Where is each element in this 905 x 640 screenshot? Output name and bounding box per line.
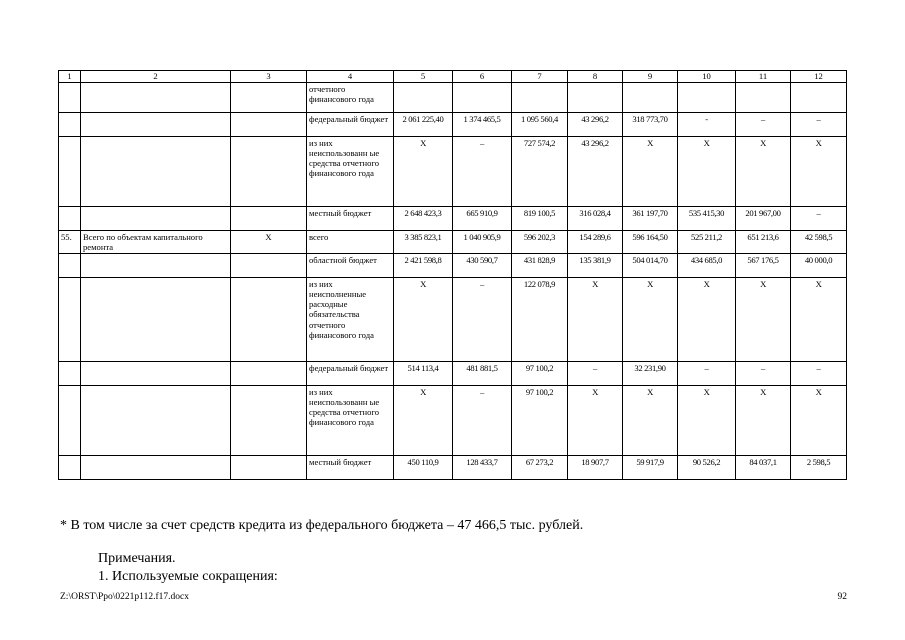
value-cell-col-11: 651 213,6 xyxy=(736,231,791,254)
value-cell-col-9: X xyxy=(623,278,678,362)
value-cell-col-5: 3 385 823,1 xyxy=(394,231,453,254)
table-row xyxy=(59,207,847,231)
value-cell-col-9 xyxy=(623,83,678,113)
row-number-cell xyxy=(59,207,81,231)
row-number-cell xyxy=(59,362,81,386)
value-cell-col-9: 318 773,70 xyxy=(623,113,678,137)
value-cell-col-10: X xyxy=(678,386,736,456)
value-cell-col-12 xyxy=(791,83,847,113)
object-name-cell xyxy=(81,83,231,113)
column-3-cell xyxy=(231,362,307,386)
object-name-cell xyxy=(81,278,231,362)
value-cell-col-6: 1 374 465,5 xyxy=(453,113,512,137)
value-cell-col-6: – xyxy=(453,386,512,456)
table-row xyxy=(59,362,847,386)
funding-source-cell: из них неиспользованн ые средства отчетного финансового года xyxy=(307,386,394,456)
value-cell-col-6: 430 590,7 xyxy=(453,254,512,278)
value-cell-col-10: X xyxy=(678,137,736,207)
value-cell-col-5: 2 421 598,8 xyxy=(394,254,453,278)
object-name-cell xyxy=(81,362,231,386)
value-cell-col-7: 1 095 560,4 xyxy=(512,113,568,137)
value-cell-col-12: – xyxy=(791,362,847,386)
funding-source-cell: из них неиспользованн ые средства отчетного финансового года xyxy=(307,137,394,207)
row-number-cell xyxy=(59,386,81,456)
value-cell-col-10: 525 211,2 xyxy=(678,231,736,254)
row-number-cell xyxy=(59,278,81,362)
notes-item-1: 1. Используемые сокращения: xyxy=(98,569,278,584)
header-cell-12: 12 xyxy=(791,71,847,83)
value-cell-col-9: X xyxy=(623,386,678,456)
column-3-cell xyxy=(231,137,307,207)
value-cell-col-10: - xyxy=(678,113,736,137)
value-cell-col-7: 122 078,9 xyxy=(512,278,568,362)
value-cell-col-6: – xyxy=(453,137,512,207)
footnote: * В том числе за счет средств кредита из федерального бюджета – 47 466,5 тыс. рублей. xyxy=(60,518,584,533)
header-cell-4: 4 xyxy=(307,71,394,83)
header-cell-10: 10 xyxy=(678,71,736,83)
value-cell-col-12: X xyxy=(791,137,847,207)
header-cell-9: 9 xyxy=(623,71,678,83)
value-cell-col-11: X xyxy=(736,137,791,207)
value-cell-col-10: 535 415,30 xyxy=(678,207,736,231)
column-3-cell xyxy=(231,386,307,456)
row-number-cell: 55. xyxy=(59,231,81,254)
value-cell-col-9: 32 231,90 xyxy=(623,362,678,386)
value-cell-col-12: – xyxy=(791,207,847,231)
value-cell-col-7: 596 202,3 xyxy=(512,231,568,254)
value-cell-col-11: 84 037,1 xyxy=(736,456,791,480)
table-row xyxy=(59,113,847,137)
funding-source-cell: областной бюджет xyxy=(307,254,394,278)
object-name-cell xyxy=(81,456,231,480)
value-cell-col-10: 434 685,0 xyxy=(678,254,736,278)
table-row xyxy=(59,231,847,254)
value-cell-col-6: 128 433,7 xyxy=(453,456,512,480)
value-cell-col-12: 2 598,5 xyxy=(791,456,847,480)
value-cell-col-10: 90 526,2 xyxy=(678,456,736,480)
value-cell-col-8: 43 296,2 xyxy=(568,113,623,137)
row-number-cell xyxy=(59,254,81,278)
value-cell-col-12: X xyxy=(791,386,847,456)
value-cell-col-8: 135 381,9 xyxy=(568,254,623,278)
row-number-cell xyxy=(59,113,81,137)
header-cell-2: 2 xyxy=(81,71,231,83)
funding-source-cell: федеральный бюджет xyxy=(307,113,394,137)
value-cell-col-11: 201 967,00 xyxy=(736,207,791,231)
object-name-cell xyxy=(81,113,231,137)
object-name-cell xyxy=(81,386,231,456)
value-cell-col-6: 665 910,9 xyxy=(453,207,512,231)
value-cell-col-12: 40 000,0 xyxy=(791,254,847,278)
value-cell-col-5: 450 110,9 xyxy=(394,456,453,480)
value-cell-col-11: 567 176,5 xyxy=(736,254,791,278)
value-cell-col-7: 819 100,5 xyxy=(512,207,568,231)
value-cell-col-11: – xyxy=(736,113,791,137)
header-cell-11: 11 xyxy=(736,71,791,83)
object-name-cell: Всего по объектам капитального ремонта xyxy=(81,231,231,254)
value-cell-col-10: – xyxy=(678,362,736,386)
value-cell-col-8: 154 289,6 xyxy=(568,231,623,254)
row-number-cell xyxy=(59,456,81,480)
object-name-cell xyxy=(81,207,231,231)
value-cell-col-8: X xyxy=(568,386,623,456)
object-name-cell xyxy=(81,254,231,278)
value-cell-col-5: X xyxy=(394,137,453,207)
value-cell-col-5: 514 113,4 xyxy=(394,362,453,386)
value-cell-col-11: – xyxy=(736,362,791,386)
value-cell-col-5: X xyxy=(394,278,453,362)
table-row xyxy=(59,278,847,362)
value-cell-col-7: 97 100,2 xyxy=(512,386,568,456)
funding-source-cell: федеральный бюджет xyxy=(307,362,394,386)
funding-source-cell: всего xyxy=(307,231,394,254)
value-cell-col-7: 97 100,2 xyxy=(512,362,568,386)
footer-file-path: Z:\ORST\Ppo\0221p112.f17.docx xyxy=(60,592,189,602)
column-3-cell xyxy=(231,113,307,137)
notes-title: Примечания. xyxy=(98,551,176,566)
table-row xyxy=(59,456,847,480)
value-cell-col-5 xyxy=(394,83,453,113)
value-cell-col-11: X xyxy=(736,278,791,362)
funding-source-cell: местный бюджет xyxy=(307,207,394,231)
budget-table xyxy=(58,70,847,480)
value-cell-col-9: 361 197,70 xyxy=(623,207,678,231)
value-cell-col-5: X xyxy=(394,386,453,456)
value-cell-col-12: – xyxy=(791,113,847,137)
object-name-cell xyxy=(81,137,231,207)
value-cell-col-6: 1 040 905,9 xyxy=(453,231,512,254)
column-3-cell xyxy=(231,254,307,278)
header-cell-1: 1 xyxy=(59,71,81,83)
header-cell-5: 5 xyxy=(394,71,453,83)
row-number-cell xyxy=(59,137,81,207)
column-3-cell: X xyxy=(231,231,307,254)
table-row xyxy=(59,137,847,207)
header-cell-7: 7 xyxy=(512,71,568,83)
value-cell-col-7 xyxy=(512,83,568,113)
header-cell-3: 3 xyxy=(231,71,307,83)
value-cell-col-8: 43 296,2 xyxy=(568,137,623,207)
value-cell-col-6: 481 881,5 xyxy=(453,362,512,386)
table-header-row xyxy=(59,71,847,83)
table-body xyxy=(59,71,847,480)
page-number: 92 xyxy=(837,592,847,602)
header-cell-8: 8 xyxy=(568,71,623,83)
value-cell-col-11 xyxy=(736,83,791,113)
table-row xyxy=(59,83,847,113)
value-cell-col-7: 67 273,2 xyxy=(512,456,568,480)
value-cell-col-12: 42 598,5 xyxy=(791,231,847,254)
value-cell-col-7: 431 828,9 xyxy=(512,254,568,278)
value-cell-col-9: X xyxy=(623,137,678,207)
value-cell-col-5: 2 648 423,3 xyxy=(394,207,453,231)
value-cell-col-5: 2 061 225,40 xyxy=(394,113,453,137)
value-cell-col-8: – xyxy=(568,362,623,386)
value-cell-col-12: X xyxy=(791,278,847,362)
value-cell-col-9: 59 917,9 xyxy=(623,456,678,480)
row-number-cell xyxy=(59,83,81,113)
value-cell-col-6 xyxy=(453,83,512,113)
value-cell-col-9: 504 014,70 xyxy=(623,254,678,278)
value-cell-col-10: X xyxy=(678,278,736,362)
value-cell-col-8 xyxy=(568,83,623,113)
value-cell-col-8: 316 028,4 xyxy=(568,207,623,231)
column-3-cell xyxy=(231,207,307,231)
column-3-cell xyxy=(231,83,307,113)
header-cell-6: 6 xyxy=(453,71,512,83)
value-cell-col-9: 596 164,50 xyxy=(623,231,678,254)
funding-source-cell: отчетного финансового года xyxy=(307,83,394,113)
column-3-cell xyxy=(231,278,307,362)
value-cell-col-8: 18 907,7 xyxy=(568,456,623,480)
funding-source-cell: из них неисполненные расходные обязательства отчетного финансового года xyxy=(307,278,394,362)
column-3-cell xyxy=(231,456,307,480)
value-cell-col-8: X xyxy=(568,278,623,362)
table-row xyxy=(59,386,847,456)
value-cell-col-10 xyxy=(678,83,736,113)
value-cell-col-6: – xyxy=(453,278,512,362)
value-cell-col-7: 727 574,2 xyxy=(512,137,568,207)
table-row xyxy=(59,254,847,278)
value-cell-col-11: X xyxy=(736,386,791,456)
funding-source-cell: местный бюджет xyxy=(307,456,394,480)
